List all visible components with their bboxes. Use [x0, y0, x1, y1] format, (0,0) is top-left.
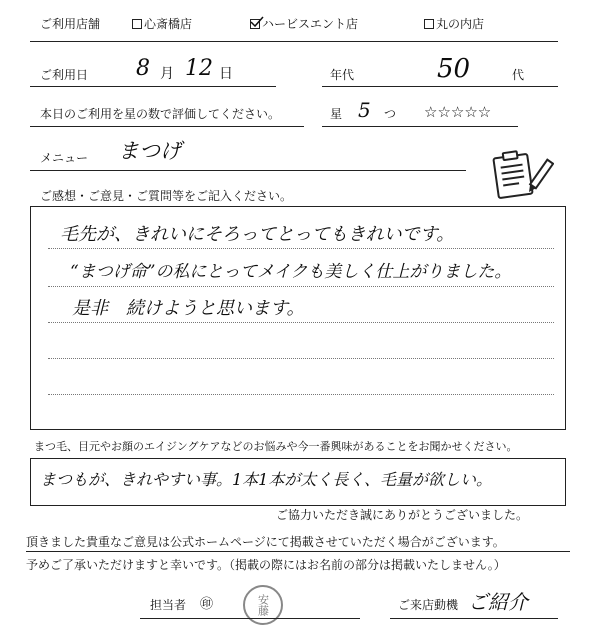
day-value: 12 [185, 56, 213, 81]
concerns-prompt: まつ毛、目元やお顔のエイジングケアなどのお悩みや今一番興味があることをお聞かせください。 [34, 440, 518, 453]
staff-underline [140, 618, 360, 619]
notice-line-1: 頂きました貴重なご意見は公式ホームページにて掲載させていただく場合がございます。 [26, 535, 505, 549]
store-option-herbis-ent: ハービスエント店 [250, 18, 358, 30]
menu-label: メニュー [40, 151, 89, 165]
menu-value: まつげ [118, 139, 181, 163]
writing-line [48, 322, 554, 323]
date-label: ご利用日 [40, 68, 89, 82]
comment-line-3: 是非 続けようと思います。 [72, 298, 305, 319]
checkbox [424, 19, 434, 29]
writing-line [48, 358, 554, 359]
seal-mark: ㊞ [200, 597, 214, 612]
store-label: ご利用店舗 [40, 17, 101, 31]
comment-line-1: 毛先が、きれいにそろってとってもきれいです。 [60, 224, 455, 245]
age-underline [322, 86, 558, 87]
notice-underline [26, 551, 570, 552]
writing-line [48, 286, 554, 287]
month-unit: 月 [160, 66, 174, 82]
comments-prompt: ご感想・ご意見・ご質問等をご記入ください。 [40, 189, 293, 203]
comment-line-2: “まつげ命”の私にとってメイクも美しく仕上がりました。 [70, 262, 512, 282]
checkbox-checked [250, 19, 260, 29]
concerns-answer: まつもが、きれやすい事。1本1本が太く長く、毛量が欲しい。 [40, 470, 493, 489]
store-option-shinsaibashi: 心斎橋店 [132, 18, 192, 30]
motive-label: ご来店動機 [398, 598, 459, 612]
day-unit: 日 [219, 66, 233, 82]
checkbox [132, 19, 142, 29]
divider [30, 41, 558, 42]
menu-underline [30, 170, 466, 171]
rating-underline [322, 126, 518, 127]
store-option-marunouchi: 丸の内店 [424, 18, 484, 30]
rating-value: 5 [358, 98, 371, 122]
age-unit: 代 [512, 68, 525, 82]
age-label: 年代 [330, 68, 355, 82]
motive-value: ご紹介 [468, 590, 528, 614]
clipboard-icon [492, 150, 554, 202]
writing-line [48, 248, 554, 249]
month-value: 8 [136, 56, 150, 81]
rating-prompt: 本日のご利用を星の数で評価してください。 [40, 107, 281, 121]
star-rating-icons: ☆☆☆☆☆ [424, 103, 492, 121]
motive-underline [390, 618, 558, 619]
age-value: 50 [437, 54, 471, 84]
staff-stamp [243, 585, 283, 625]
date-underline [30, 86, 276, 87]
thanks-text: ご協力いただき誠にありがとうございました。 [276, 508, 529, 522]
checkmark-icon [250, 16, 264, 28]
notice-line-2: 予めご了承いただけますと幸いです。（掲載の際にはお名前の部分は掲載いたしません。） [26, 558, 506, 572]
rating-prompt-underline [30, 126, 304, 127]
writing-line [48, 394, 554, 395]
stamp-text: 安藤 [256, 594, 270, 616]
staff-label: 担当者 [150, 598, 187, 612]
rating-unit: つ [384, 107, 397, 121]
rating-label: 星 [330, 107, 343, 121]
